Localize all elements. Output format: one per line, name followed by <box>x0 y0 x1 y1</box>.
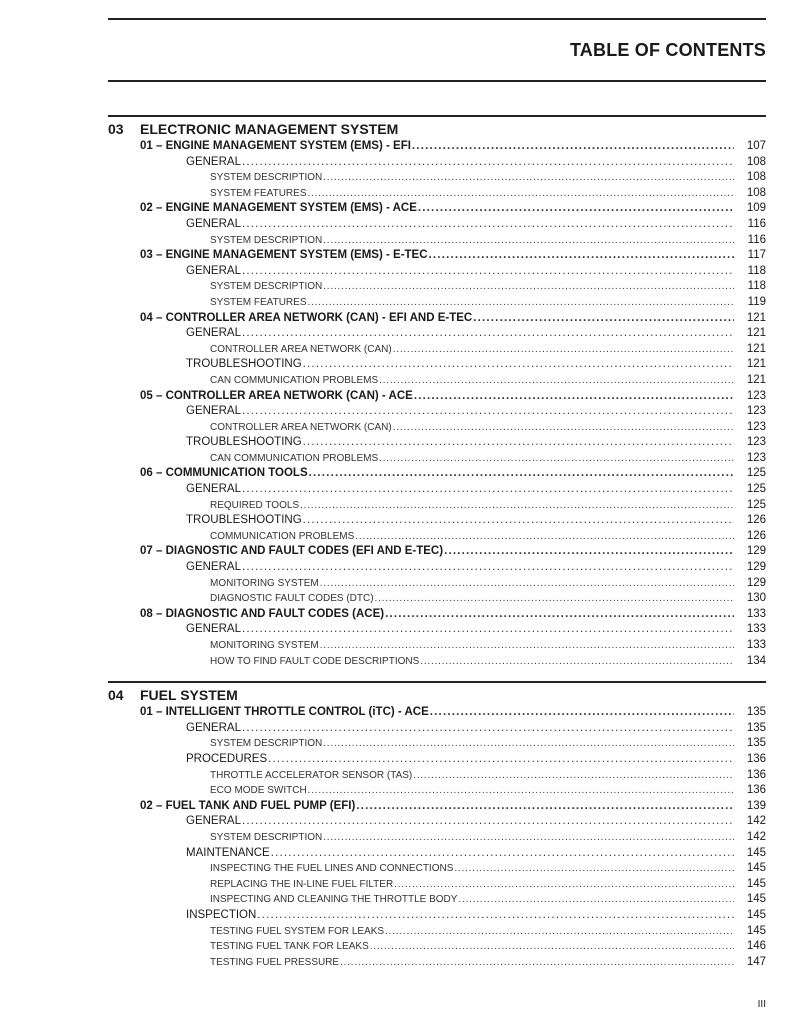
dot-leader <box>323 279 734 295</box>
entry-page-number: 133 <box>746 639 766 651</box>
entry-page-number: 145 <box>746 846 766 859</box>
toc-subtopic-entry[interactable] <box>108 939 766 955</box>
entry-title: 04 – CONTROLLER AREA NETWORK (CAN) - EFI AND E-TEC <box>140 311 473 324</box>
dot-leader <box>473 311 734 327</box>
dot-leader <box>320 638 734 654</box>
entry-page-number: 145 <box>746 877 766 890</box>
entry-page-number: 123 <box>746 451 766 464</box>
toc-topic-entry[interactable] <box>108 217 766 233</box>
entry-page-number: 145 <box>746 908 766 921</box>
entry-title: 08 – DIAGNOSTIC AND FAULT CODES (ACE) <box>140 607 385 620</box>
entry-page-number: 142 <box>746 830 766 843</box>
entry-title: INSPECTING AND CLEANING THE THROTTLE BODY <box>210 894 458 906</box>
dot-leader <box>385 607 734 623</box>
entry-page-number: 123 <box>746 436 766 449</box>
toc-topic-entry[interactable] <box>108 622 766 638</box>
toc-topic-entry[interactable] <box>108 814 766 830</box>
entry-page-number: 121 <box>746 342 766 355</box>
entry-page-number: 136 <box>746 752 766 765</box>
toc-chapter-entry[interactable] <box>108 311 766 327</box>
dot-leader <box>308 186 735 202</box>
dot-leader <box>303 435 734 451</box>
entry-page-number: 126 <box>746 514 766 527</box>
entry-page-number: 108 <box>746 155 766 168</box>
entry-page-number: 121 <box>746 327 766 340</box>
toc-chapter-entry[interactable] <box>108 201 766 217</box>
entry-title: GENERAL <box>186 623 241 636</box>
entry-title: COMMUNICATION PROBLEMS <box>210 530 355 542</box>
toc-subtopic-entry[interactable] <box>108 170 766 186</box>
entry-title: TROUBLESHOOTING <box>186 436 302 449</box>
toc-chapter-entry[interactable] <box>108 389 766 405</box>
entry-title: GENERAL <box>186 264 241 277</box>
dot-leader <box>242 155 734 171</box>
dot-leader <box>458 892 734 908</box>
entry-title: CAN COMMUNICATION PROBLEMS <box>210 374 379 386</box>
toc-subtopic-entry[interactable] <box>108 420 766 436</box>
dot-leader <box>242 404 734 420</box>
page-title: TABLE OF CONTENTS <box>569 40 766 60</box>
table-of-contents <box>108 115 766 982</box>
toc-topic-entry[interactable] <box>108 752 766 768</box>
entry-title: SYSTEM DESCRIPTION <box>210 234 323 246</box>
toc-subtopic-entry[interactable] <box>108 342 766 358</box>
toc-chapter-entry[interactable] <box>108 607 766 623</box>
toc-topic-entry[interactable] <box>108 908 766 924</box>
entry-page-number: 129 <box>746 561 766 574</box>
dot-leader <box>242 217 734 233</box>
entry-title: GENERAL <box>186 815 241 828</box>
entry-title: SYSTEM FEATURES <box>210 296 307 308</box>
toc-topic-entry[interactable] <box>108 155 766 171</box>
dot-leader <box>323 736 734 752</box>
toc-topic-entry[interactable] <box>108 721 766 737</box>
entry-title: MONITORING SYSTEM <box>210 640 319 651</box>
entry-page-number: 129 <box>746 545 766 558</box>
entry-title: CONTROLLER AREA NETWORK (CAN) <box>210 343 392 355</box>
entry-page-number: 139 <box>746 799 766 812</box>
entry-page-number: 108 <box>746 186 766 199</box>
toc-subtopic-entry[interactable] <box>108 955 766 971</box>
entry-title: 06 – COMMUNICATION TOOLS <box>140 467 308 480</box>
entry-page-number: 134 <box>746 654 766 667</box>
dot-leader <box>242 560 734 576</box>
entry-title: REPLACING THE IN-LINE FUEL FILTER <box>210 878 394 890</box>
dot-leader <box>308 295 735 311</box>
toc-chapter-entry[interactable] <box>108 466 766 482</box>
entry-title: 02 – ENGINE MANAGEMENT SYSTEM (EMS) - ACE <box>140 202 417 215</box>
dot-leader <box>420 654 734 670</box>
entry-page-number: 118 <box>747 264 766 277</box>
entry-title: TESTING FUEL PRESSURE <box>210 956 340 968</box>
entry-title: GENERAL <box>186 483 241 496</box>
entry-page-number: 129 <box>746 576 766 589</box>
entry-title: HOW TO FIND FAULT CODE DESCRIPTIONS <box>210 655 420 667</box>
entry-page-number: 145 <box>746 893 766 906</box>
entry-page-number: 116 <box>747 217 766 230</box>
entry-title: CAN COMMUNICATION PROBLEMS <box>210 452 379 464</box>
entry-page-number: 117 <box>747 249 766 262</box>
entry-page-number: 121 <box>746 311 766 324</box>
entry-page-number: 145 <box>746 862 766 875</box>
toc-subtopic-entry[interactable] <box>108 279 766 295</box>
entry-title: TROUBLESHOOTING <box>186 514 302 527</box>
toc-topic-entry[interactable] <box>108 846 766 862</box>
section-number: 04 <box>108 687 124 704</box>
entry-page-number: 146 <box>746 940 766 953</box>
entry-page-number: 135 <box>746 706 766 719</box>
entry-page-number: 116 <box>747 233 766 246</box>
toc-subtopic-entry[interactable] <box>108 295 766 311</box>
dot-leader <box>323 233 734 249</box>
toc-subtopic-entry[interactable] <box>108 654 766 670</box>
toc-chapter-entry[interactable] <box>108 705 766 721</box>
toc-subtopic-entry[interactable] <box>108 783 766 799</box>
dot-leader <box>413 768 734 784</box>
dot-leader <box>309 466 734 482</box>
entry-page-number: 109 <box>746 202 766 215</box>
toc-subtopic-entry[interactable] <box>108 233 766 249</box>
entry-title: SYSTEM DESCRIPTION <box>210 738 323 750</box>
toc-section <box>108 681 766 970</box>
toc-subtopic-entry[interactable] <box>108 186 766 202</box>
entry-title: SYSTEM DESCRIPTION <box>210 172 323 184</box>
entry-page-number: 126 <box>746 529 766 542</box>
entry-title: INSPECTION <box>186 908 257 921</box>
toc-subtopic-entry[interactable] <box>108 576 766 592</box>
entry-title: ECO MODE SWITCH <box>210 785 307 797</box>
entry-title: GENERAL <box>186 155 241 168</box>
dot-leader <box>242 814 734 830</box>
toc-section <box>108 115 766 669</box>
dot-leader <box>412 139 734 155</box>
entry-title: INSPECTING THE FUEL LINES AND CONNECTIONS <box>210 863 454 875</box>
entry-title: TESTING FUEL SYSTEM FOR LEAKS <box>210 925 385 937</box>
entry-page-number: 107 <box>746 140 766 152</box>
entry-title: MAINTENANCE <box>186 846 270 859</box>
entry-title: 07 – DIAGNOSTIC AND FAULT CODES (EFI AND E-TEC) <box>140 545 444 558</box>
dot-leader <box>418 201 734 217</box>
entry-title: GENERAL <box>186 721 241 734</box>
section-heading[interactable] <box>108 687 766 703</box>
toc-subtopic-entry[interactable] <box>108 373 766 389</box>
entry-title: TROUBLESHOOTING <box>186 358 302 371</box>
entry-title: 03 – ENGINE MANAGEMENT SYSTEM (EMS) - E-TEC <box>140 249 428 262</box>
toc-subtopic-entry[interactable] <box>108 451 766 467</box>
entry-title: CONTROLLER AREA NETWORK (CAN) <box>210 421 392 433</box>
section-title: FUEL SYSTEM <box>140 687 238 704</box>
entry-title: DIAGNOSTIC FAULT CODES (DTC) <box>210 593 374 605</box>
toc-topic-entry[interactable] <box>108 357 766 373</box>
entry-title: GENERAL <box>186 217 241 230</box>
entry-page-number: 145 <box>746 924 766 937</box>
dot-leader <box>393 420 734 436</box>
entry-page-number: 125 <box>746 483 766 496</box>
entry-page-number: 121 <box>746 358 766 371</box>
toc-topic-entry[interactable] <box>108 560 766 576</box>
dot-leader <box>320 576 734 592</box>
toc-topic-entry[interactable] <box>108 513 766 529</box>
entry-page-number: 123 <box>746 389 766 402</box>
entry-title: SYSTEM DESCRIPTION <box>210 831 323 843</box>
entry-title: SYSTEM DESCRIPTION <box>210 281 323 293</box>
dot-leader <box>414 389 734 405</box>
dot-leader <box>242 264 734 280</box>
entry-page-number: 135 <box>746 721 766 734</box>
entry-title: REQUIRED TOOLS <box>210 499 300 511</box>
entry-page-number: 119 <box>747 295 766 308</box>
toc-subtopic-entry[interactable] <box>108 877 766 893</box>
dot-leader <box>454 861 734 877</box>
entry-page-number: 135 <box>746 737 766 750</box>
entry-title: 02 – FUEL TANK AND FUEL PUMP (EFI) <box>140 799 356 812</box>
entry-page-number: 118 <box>747 280 766 293</box>
entry-title: THROTTLE ACCELERATOR SENSOR (TAS) <box>210 769 413 781</box>
dot-leader <box>385 924 734 940</box>
toc-subtopic-entry[interactable] <box>108 529 766 545</box>
dot-leader <box>242 622 734 638</box>
entry-title: SYSTEM FEATURES <box>210 187 307 199</box>
dot-leader <box>271 846 734 862</box>
dot-leader <box>393 342 734 358</box>
entry-page-number: 125 <box>746 467 766 480</box>
dot-leader <box>356 799 734 815</box>
section-heading[interactable] <box>108 121 766 137</box>
dot-leader <box>242 721 734 737</box>
dot-leader <box>303 357 734 373</box>
toc-subtopic-entry[interactable] <box>108 591 766 607</box>
dot-leader <box>242 482 734 498</box>
page-number: III <box>757 999 766 1010</box>
dot-leader <box>429 248 734 264</box>
toc-subtopic-entry[interactable] <box>108 892 766 908</box>
entry-page-number: 121 <box>746 373 766 386</box>
entry-page-number: 136 <box>746 768 766 781</box>
entry-title: TESTING FUEL TANK FOR LEAKS <box>210 941 369 953</box>
entry-title: GENERAL <box>186 561 241 574</box>
entry-page-number: 130 <box>746 592 766 605</box>
entry-page-number: 125 <box>746 498 766 511</box>
dot-leader <box>370 939 734 955</box>
dot-leader <box>268 752 734 768</box>
dot-leader <box>379 451 734 467</box>
toc-topic-entry[interactable] <box>108 404 766 420</box>
dot-leader <box>323 830 734 846</box>
toc-subtopic-entry[interactable] <box>108 638 766 654</box>
toc-subtopic-entry[interactable] <box>108 830 766 846</box>
dot-leader <box>323 170 734 186</box>
dot-leader <box>379 373 734 389</box>
toc-subtopic-entry[interactable] <box>108 736 766 752</box>
entry-title: PROCEDURES <box>186 752 268 765</box>
dot-leader <box>355 529 734 545</box>
toc-topic-entry[interactable] <box>108 435 766 451</box>
entry-title: 01 – ENGINE MANAGEMENT SYSTEM (EMS) - EFI <box>140 140 411 152</box>
toc-topic-entry[interactable] <box>108 482 766 498</box>
dot-leader <box>303 513 734 529</box>
toc-chapter-entry[interactable] <box>108 139 766 155</box>
entry-page-number: 136 <box>746 784 766 797</box>
dot-leader <box>394 877 734 893</box>
toc-subtopic-entry[interactable] <box>108 768 766 784</box>
dot-leader <box>430 705 734 721</box>
entry-page-number: 133 <box>746 607 766 620</box>
entry-page-number: 142 <box>746 815 766 828</box>
entry-page-number: 133 <box>746 623 766 636</box>
dot-leader <box>444 544 734 560</box>
dot-leader <box>242 326 734 342</box>
toc-chapter-entry[interactable] <box>108 544 766 560</box>
dot-leader <box>308 783 734 799</box>
entry-title: MONITORING SYSTEM <box>210 577 319 589</box>
toc-subtopic-entry[interactable] <box>108 498 766 514</box>
dot-leader <box>340 955 734 971</box>
entry-title: GENERAL <box>186 327 241 340</box>
entry-title: GENERAL <box>186 405 241 418</box>
toc-subtopic-entry[interactable] <box>108 861 766 877</box>
dot-leader <box>375 591 734 607</box>
toc-topic-entry[interactable] <box>108 264 766 280</box>
section-title: ELECTRONIC MANAGEMENT SYSTEM <box>140 121 399 137</box>
entry-page-number: 108 <box>746 171 766 184</box>
entry-title: 05 – CONTROLLER AREA NETWORK (CAN) - ACE <box>140 389 413 402</box>
title-rule <box>108 80 766 82</box>
toc-topic-entry[interactable] <box>108 326 766 342</box>
dot-leader <box>300 498 734 514</box>
entry-page-number: 123 <box>746 405 766 418</box>
toc-chapter-entry[interactable] <box>108 799 766 815</box>
entry-page-number: 147 <box>746 955 766 968</box>
dot-leader <box>257 908 734 924</box>
toc-subtopic-entry[interactable] <box>108 924 766 940</box>
entry-title: 01 – INTELLIGENT THROTTLE CONTROL (iTC) - ACE <box>140 706 429 719</box>
top-rule <box>108 18 766 20</box>
toc-chapter-entry[interactable] <box>108 248 766 264</box>
entry-page-number: 123 <box>746 420 766 433</box>
section-number: 03 <box>108 121 124 137</box>
